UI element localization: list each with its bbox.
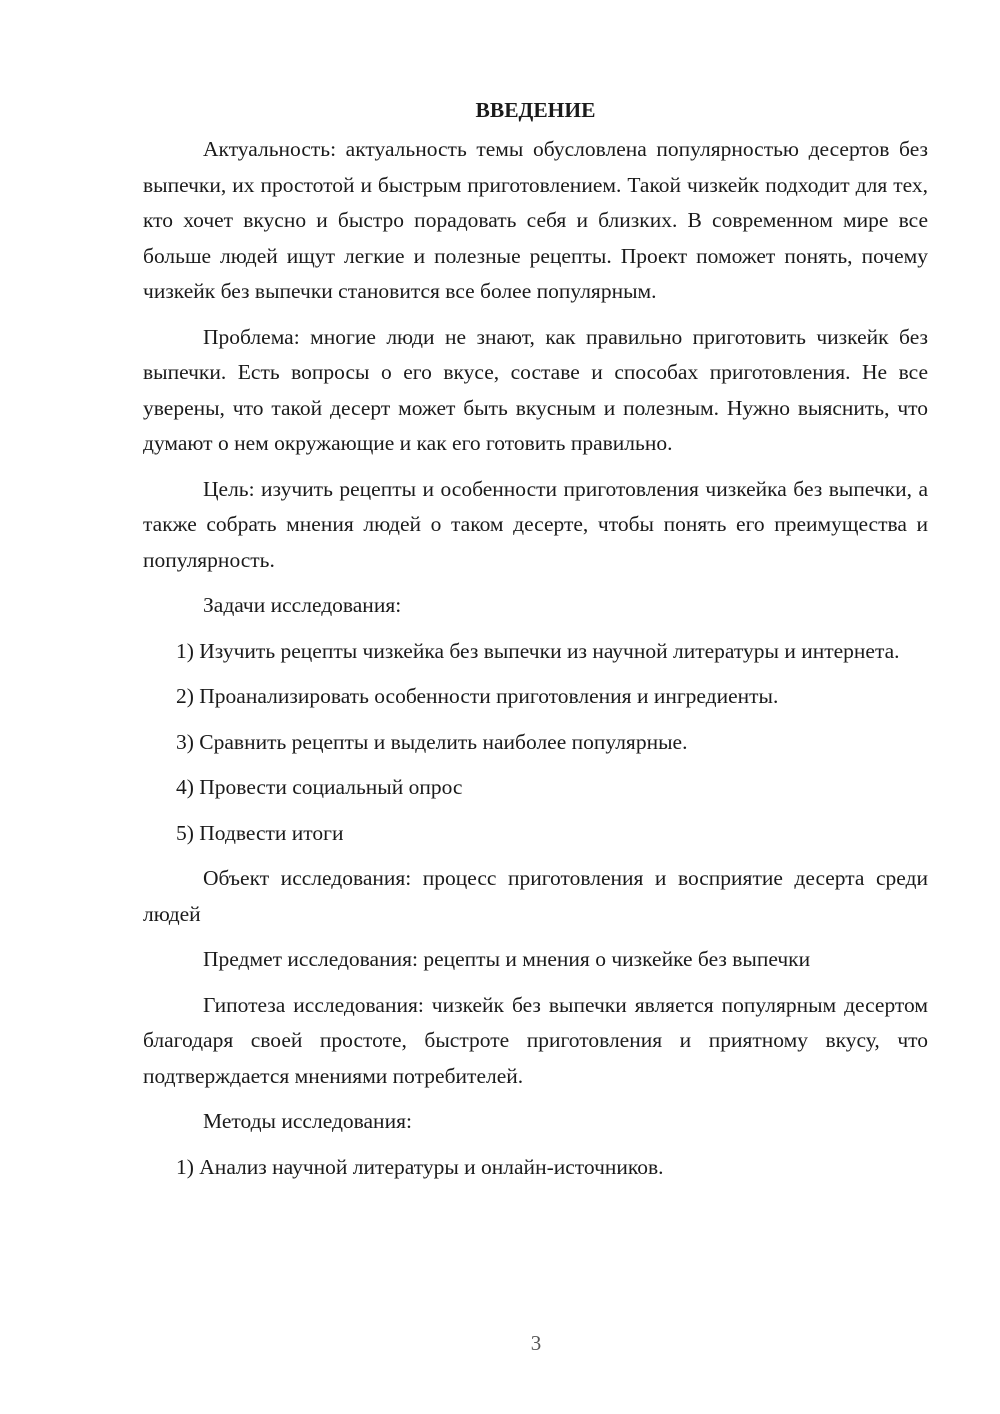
document-page	[143, 94, 928, 1185]
page-title: ВВЕДЕНИЕ	[475, 98, 596, 122]
hypothesis-paragraph: Гипотеза исследования: чизкейк без выпечки является популярным десертом благодаря своей простоте, быстроте приготовления и приятному вкусу, что подтверждается мнениями потребителей.	[143, 992, 928, 1088]
task-item-1: 1) Изучить рецепты чизкейка без выпечки из научной литературы и интернета.	[176, 638, 900, 663]
task-item-3: 3) Сравнить рецепты и выделить наиболее популярные.	[176, 729, 688, 754]
task-item-4: 4) Провести социальный опрос	[176, 775, 463, 799]
problem-paragraph: Проблема: многие люди не знают, как правильно приготовить чизкейк без выпечки. Есть вопросы о его вкусе, составе и способах приготовления. Не все уверены, что такой десерт может быть вкусным и полезным. Нужно выяснить, что думают о нем окружающие и как его готовить правильно.	[143, 324, 928, 455]
tasks-heading: Задачи исследования:	[203, 593, 402, 617]
relevance-paragraph: Актуальность: актуальность темы обусловлена популярностью десертов без выпечки, их простотой и быстрым приготовлением. Такой чизкейк подходит для тех, кто хочет вкусно и быстро порадовать себя и близких. В современном мире все больше людей ищут легкие и полезные рецепты. Проект поможет понять, почему чизкейк без выпечки становится все более популярным.	[143, 137, 928, 303]
page-number: 3	[530, 1331, 542, 1355]
goal-paragraph: Цель: изучить рецепты и особенности приготовления чизкейка без выпечки, а также собрать мнения людей о таком десерте, чтобы понять его преимущества и популярность.	[143, 476, 928, 572]
methods-heading: Методы исследования:	[203, 1109, 412, 1133]
research-object-paragraph: Объект исследования: процесс приготовления и восприятие десерта среди людей	[143, 866, 928, 926]
research-subject-paragraph: Предмет исследования: рецепты и мнения о чизкейке без выпечки	[203, 947, 811, 971]
task-item-2: 2) Проанализировать особенности приготовления и ингредиенты.	[176, 684, 779, 708]
method-item-1: 1) Анализ научной литературы и онлайн-источников.	[176, 1154, 664, 1179]
task-item-5: 5) Подвести итоги	[176, 820, 344, 845]
